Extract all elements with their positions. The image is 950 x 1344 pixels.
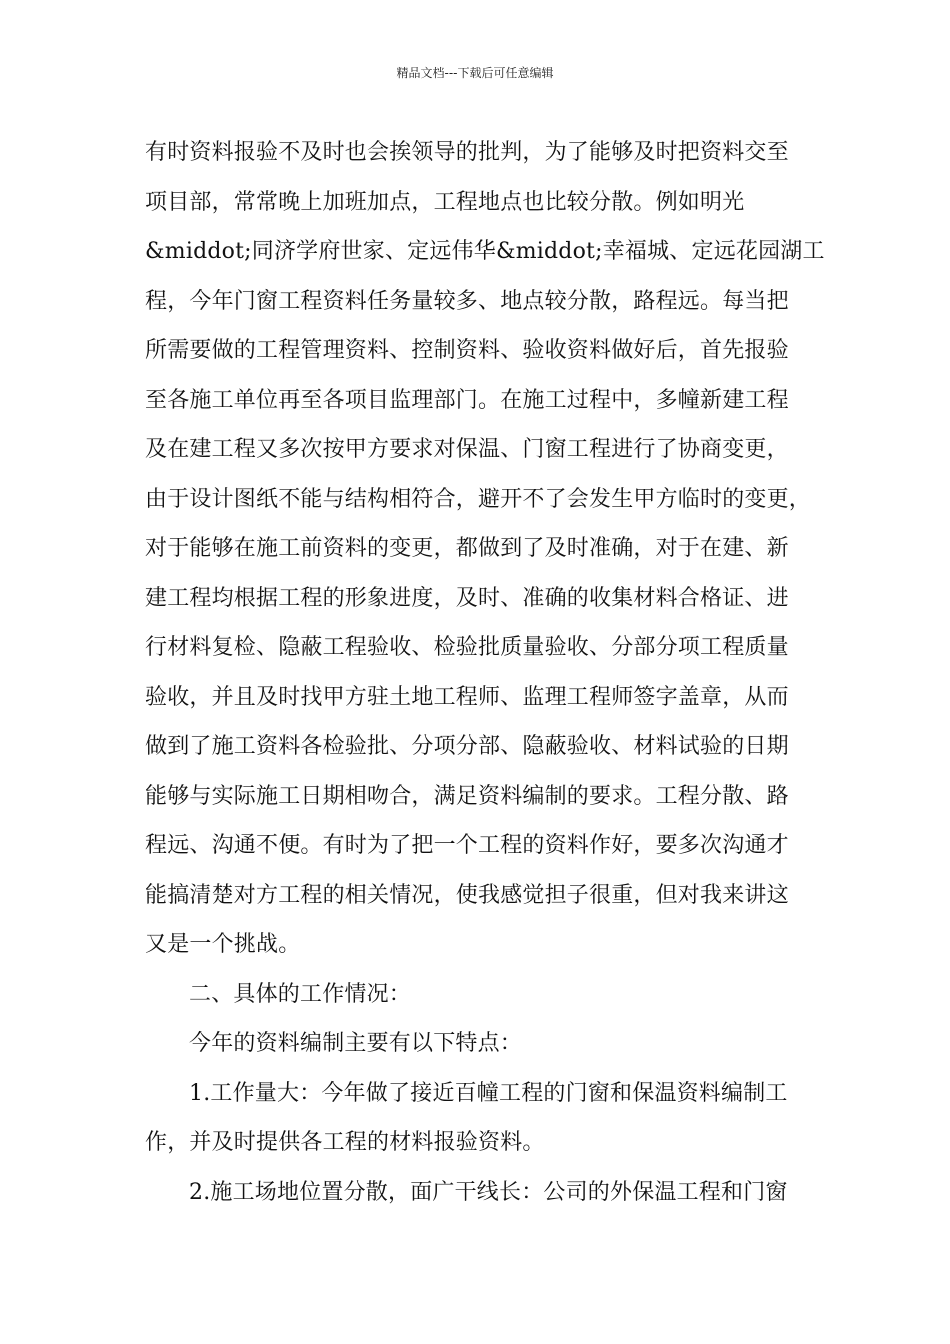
list-item-1-line: 1.工作量大：今年做了接近百幢工程的门窗和保温资料编制工: [189, 1080, 788, 1106]
paragraph-line: 至各施工单位再至各项目监理部门。在施工过程中，多幢新建工程: [145, 387, 789, 413]
paragraph-line: 验收，并且及时找甲方驻土地工程师、监理工程师签字盖章，从而: [145, 684, 789, 710]
section-heading: 二、具体的工作情况：: [189, 981, 412, 1007]
paragraph-line: &middot;同济学府世家、定远伟华&middot;幸福城、定远花园湖工: [145, 239, 825, 264]
document-body: [145, 128, 825, 1217]
paragraph-line: 做到了施工资料各检验批、分项分部、隐蔽验收、材料试验的日期: [145, 734, 789, 759]
paragraph-line: 有时资料报验不及时也会挨领导的批判，为了能够及时把资料交至: [145, 140, 789, 165]
paragraph-line: 建工程均根据工程的形象进度，及时、准确的收集材料合格证、进: [145, 585, 789, 611]
page-header: 精品文档---下载后可任意编辑: [396, 66, 554, 80]
paragraph-line: 程，今年门窗工程资料任务量较多、地点较分散，路程远。每当把: [145, 288, 789, 314]
paragraph-line: 行材料复检、隐蔽工程验收、检验批质量验收、分部分项工程质量: [145, 635, 789, 660]
list-item-1-line: 作，并及时提供各工程的材料报验资料。: [145, 1130, 545, 1155]
paragraph-line: 项目部，常常晚上加班加点，工程地点也比较分散。例如明光: [145, 189, 745, 215]
paragraph-line: 对于能够在施工前资料的变更，都做到了及时准确，对于在建、新: [145, 536, 789, 561]
paragraph-line: 及在建工程又多次按甲方要求对保温、门窗工程进行了协商变更，: [145, 437, 789, 462]
paragraph-line: 由于设计图纸不能与结构相符合，避开不了会发生甲方临时的变更，: [145, 486, 812, 512]
list-item-2-line: 2.施工场地位置分散，面广干线长：公司的外保温工程和门窗: [189, 1179, 788, 1205]
paragraph-line: 能够与实际施工日期相吻合，满足资料编制的要求。工程分散、路: [145, 783, 789, 809]
paragraph-line: 所需要做的工程管理资料、控制资料、验收资料做好后，首先报验: [145, 338, 789, 363]
paragraph-line: 能搞清楚对方工程的相关情况，使我感觉担子很重，但对我来讲这: [145, 882, 789, 908]
section-intro: 今年的资料编制主要有以下特点：: [189, 1031, 523, 1056]
paragraph-line: 又是一个挑战。: [145, 932, 301, 957]
paragraph-line: 程远、沟通不便。有时为了把一个工程的资料作好，要多次沟通才: [145, 833, 789, 858]
